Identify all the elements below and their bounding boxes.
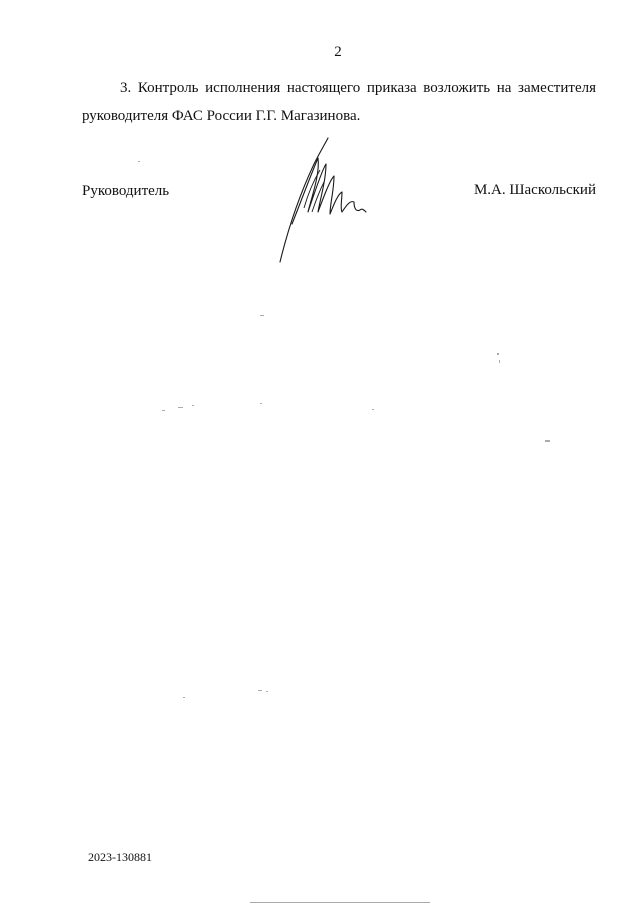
scan-speck xyxy=(260,315,264,316)
scan-speck xyxy=(266,691,268,692)
paragraph-3 xyxy=(82,74,596,130)
scan-speck xyxy=(138,161,140,162)
page-number: 2 xyxy=(334,44,342,60)
signatory-title: Руководитель xyxy=(82,183,170,199)
scan-speck xyxy=(545,440,550,442)
scan-speck xyxy=(192,405,194,406)
scan-speck xyxy=(162,410,165,411)
scan-speck xyxy=(372,409,374,410)
scan-edge-line xyxy=(250,902,430,903)
signatory-name: М.А. Шаскольский xyxy=(473,182,596,198)
scan-speck xyxy=(258,690,262,691)
scan-speck xyxy=(183,697,185,698)
scan-speck xyxy=(497,353,499,355)
scan-speck xyxy=(178,407,183,408)
scan-speck xyxy=(499,360,500,363)
paragraph-line-1: 3. Контроль исполнения настоящего приказа возложить на заместителя xyxy=(120,80,596,96)
scan-speck xyxy=(260,403,262,404)
handwritten-signature xyxy=(274,134,374,266)
paragraph-line-2: руководителя ФАС России Г.Г. Магазинова. xyxy=(82,108,361,124)
document-number: 2023-130881 xyxy=(88,850,152,864)
